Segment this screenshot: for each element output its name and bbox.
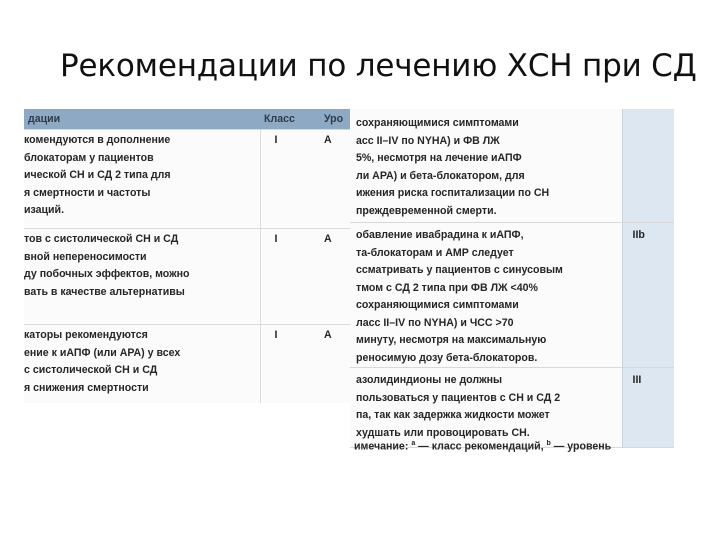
class-cell: I	[260, 325, 320, 404]
table-row	[350, 109, 674, 223]
cell-line: каторы рекомендуются	[24, 329, 148, 341]
cell-line: ение к иАПФ (или АРА) у всех	[24, 346, 181, 359]
cell-line: ссматривать у пациентов с синусовым	[356, 264, 563, 276]
cell-line: та-блокаторам и АМР следует	[356, 246, 514, 259]
cell-line: ли АРА) и бета-блокатором, для	[356, 169, 525, 182]
class-cell: I	[260, 229, 320, 325]
cell-line: тов с систолической СН и СД	[24, 233, 179, 245]
cell-line: комендуются в дополнение	[24, 134, 171, 146]
cell-line: ласс II–IV по NYHA) и ЧСС >70	[356, 316, 514, 329]
recommendation-cell	[24, 325, 260, 404]
table-row	[24, 229, 350, 325]
recommendation-cell	[350, 368, 622, 448]
table-footnote	[354, 440, 674, 453]
cell-line: сохраняющимися симптомами	[356, 117, 519, 129]
table-row	[350, 368, 674, 448]
recommendation-cell	[350, 109, 622, 223]
footnote-marker-b: b	[546, 440, 551, 447]
slide-title: Рекомендации по лечению ХСН при СД	[60, 48, 697, 84]
cell-line: пользоваться у пациентов с СН и СД 2	[356, 391, 561, 404]
class-cell: III	[622, 368, 674, 448]
header-class: Класс	[260, 109, 320, 130]
cell-line: ду побочных эффектов, можно	[24, 268, 190, 280]
cell-line: сохраняющимися симптомами	[356, 299, 519, 311]
table-row	[350, 223, 674, 368]
footnote-text-2: — уровень	[553, 440, 612, 453]
cell-line: ической СН и СД 2 типа для	[24, 169, 171, 181]
cell-line: асс II–IV по NYHA) и ФВ ЛЖ	[356, 134, 500, 147]
cell-line: я смертности и частоты	[24, 186, 151, 199]
table-row	[24, 130, 350, 229]
cell-line: па, так как задержка жидкости может	[356, 409, 550, 421]
recommendation-cell	[24, 229, 260, 325]
table-row	[24, 325, 350, 404]
level-cell: A	[320, 325, 350, 404]
recommendation-cell	[24, 130, 260, 229]
cell-line: вной непереносимости	[24, 250, 147, 263]
recommendation-cell	[350, 223, 622, 368]
cell-line: вать в качестве альтернативы	[24, 285, 185, 298]
footnote-text: — класс рекомендаций,	[418, 440, 544, 453]
cell-line: минуту, несмотря на максимальную	[356, 334, 547, 346]
cell-line: преждевременной смерти.	[356, 204, 497, 217]
footnote-marker-a: a	[411, 440, 416, 447]
class-cell	[622, 109, 674, 223]
cell-line: с систолической СН и СД	[24, 364, 158, 376]
table-header-row	[24, 109, 350, 130]
header-recommendation: дации	[24, 109, 260, 130]
cell-line: худшать или провоцировать СН.	[356, 426, 530, 439]
level-cell: A	[320, 229, 350, 325]
cell-line: блокаторам у пациентов	[24, 151, 154, 164]
cell-line: 5%, несмотря на лечение иАПФ	[356, 152, 522, 164]
cell-line: ижения риска госпитализации по СН	[356, 187, 550, 199]
recommendations-table-left	[24, 109, 350, 403]
footnote-label: имечание:	[354, 440, 409, 453]
cell-line: я снижения смертности	[24, 381, 149, 394]
cell-line: реносимую дозу бета-блокаторов.	[356, 351, 538, 364]
cell-line: тмом с СД 2 типа при ФВ ЛЖ <40%	[356, 281, 538, 294]
cell-line: азолидиндионы не должны	[356, 374, 503, 386]
cell-line: изаций.	[24, 204, 65, 216]
level-cell: A	[320, 130, 350, 229]
cell-line: обавление ивабрадина к иАПФ,	[356, 229, 524, 241]
class-cell: IIb	[622, 223, 674, 368]
header-level: Уро	[320, 109, 350, 130]
recommendations-table-right	[350, 109, 674, 448]
class-cell: I	[260, 130, 320, 229]
